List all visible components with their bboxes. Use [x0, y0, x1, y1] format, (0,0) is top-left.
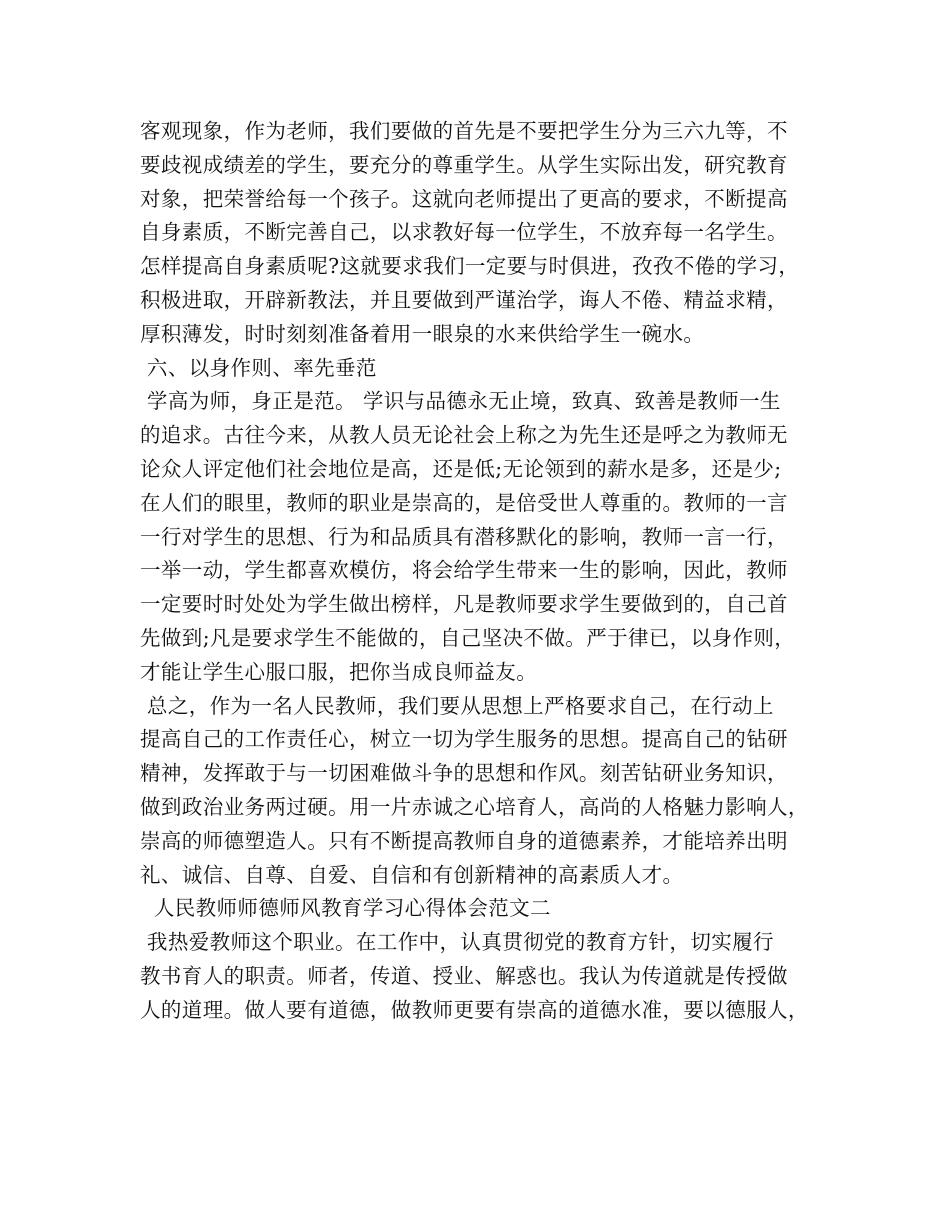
- text-line: 要歧视成绩差的学生，要充分的尊重学生。从学生实际出发，研究教育: [140, 152, 788, 177]
- text-line: 我热爱教师这个职业。在工作中，认真贯彻党的教育方针，切实履行: [140, 930, 774, 955]
- text-line: 做到政治业务两过硬。用一片赤诚之心培育人，高尚的人格魅力影响人，: [140, 794, 809, 819]
- text-line: 总之，作为一名人民教师，我们要从思想上严格要求自己，在行动上: [140, 693, 774, 718]
- text-line: 论众人评定他们社会地位是高，还是低;无论领到的薪水是多，还是少;: [140, 456, 782, 481]
- text-line: 先做到;凡是要求学生不能做的，自己坚决不做。严于律已，以身作则，: [140, 625, 796, 650]
- text-line: 人的道理。做人要有道德，做教师更要有崇高的道德水准，要以德服人，: [140, 997, 809, 1022]
- document-body: [140, 115, 830, 1028]
- text-line: 厚积薄发，时时刻刻准备着用一眼泉的水来供给学生一碗水。: [140, 321, 705, 346]
- text-line: 崇高的师德塑造人。只有不断提高教师自身的道德素养，才能培养出明: [140, 828, 788, 853]
- text-line: 礼、诚信、自尊、自爱、自信和有创新精神的高素质人才。: [140, 862, 684, 887]
- text-line: 客观现象，作为老师，我们要做的首先是不要把学生分为三六九等，不: [140, 119, 788, 143]
- text-line: 的追求。古往今来，从教人员无论社会上称之为先生还是呼之为教师无: [140, 423, 788, 448]
- text-line: 怎样提高自身素质呢?这就要求我们一定要与时俱进，孜孜不倦的学习，: [140, 254, 800, 279]
- text-line: 自身素质，不断完善自己，以求教好每一位学生，不放弃每一名学生。: [140, 220, 788, 245]
- text-line: 提高自己的工作责任心，树立一切为学生服务的思想。提高自己的钻研: [140, 727, 788, 752]
- text-line: 才能让学生心服口服，把你当成良师益友。: [140, 659, 538, 684]
- text-line: 教书育人的职责。师者，传道、授业、解惑也。我认为传道就是传授做: [140, 963, 788, 988]
- text-line: 一举一动，学生都喜欢模仿，将会给学生带来一生的影响，因此，教师: [140, 558, 788, 583]
- text-line: 一行对学生的思想、行为和品质具有潜移默化的影响，教师一言一行，: [140, 524, 788, 549]
- text-line: 积极进取，开辟新教法，并且要做到严谨治学，诲人不倦、精益求精，: [140, 287, 788, 312]
- text-line: 在人们的眼里，教师的职业是崇高的，是倍受世人尊重的。教师的一言: [140, 490, 788, 515]
- article-title: 人民教师师德师风教育学习心得体会范文二: [140, 896, 551, 921]
- text-line: 学高为师，身正是范。 学识与品德永无止境，致真、致善是教师一生: [140, 389, 781, 414]
- section-heading: 六、以身作则、率先垂范: [140, 355, 377, 380]
- text-line: 对象，把荣誉给每一个孩子。这就向老师提出了更高的要求，不断提高: [140, 186, 788, 211]
- text-line: 精神，发挥敢于与一切困难做斗争的思想和作风。刻苦钻研业务知识，: [140, 761, 788, 786]
- text-line: 一定要时时处处为学生做出榜样，凡是教师要求学生要做到的，自己首: [140, 592, 788, 617]
